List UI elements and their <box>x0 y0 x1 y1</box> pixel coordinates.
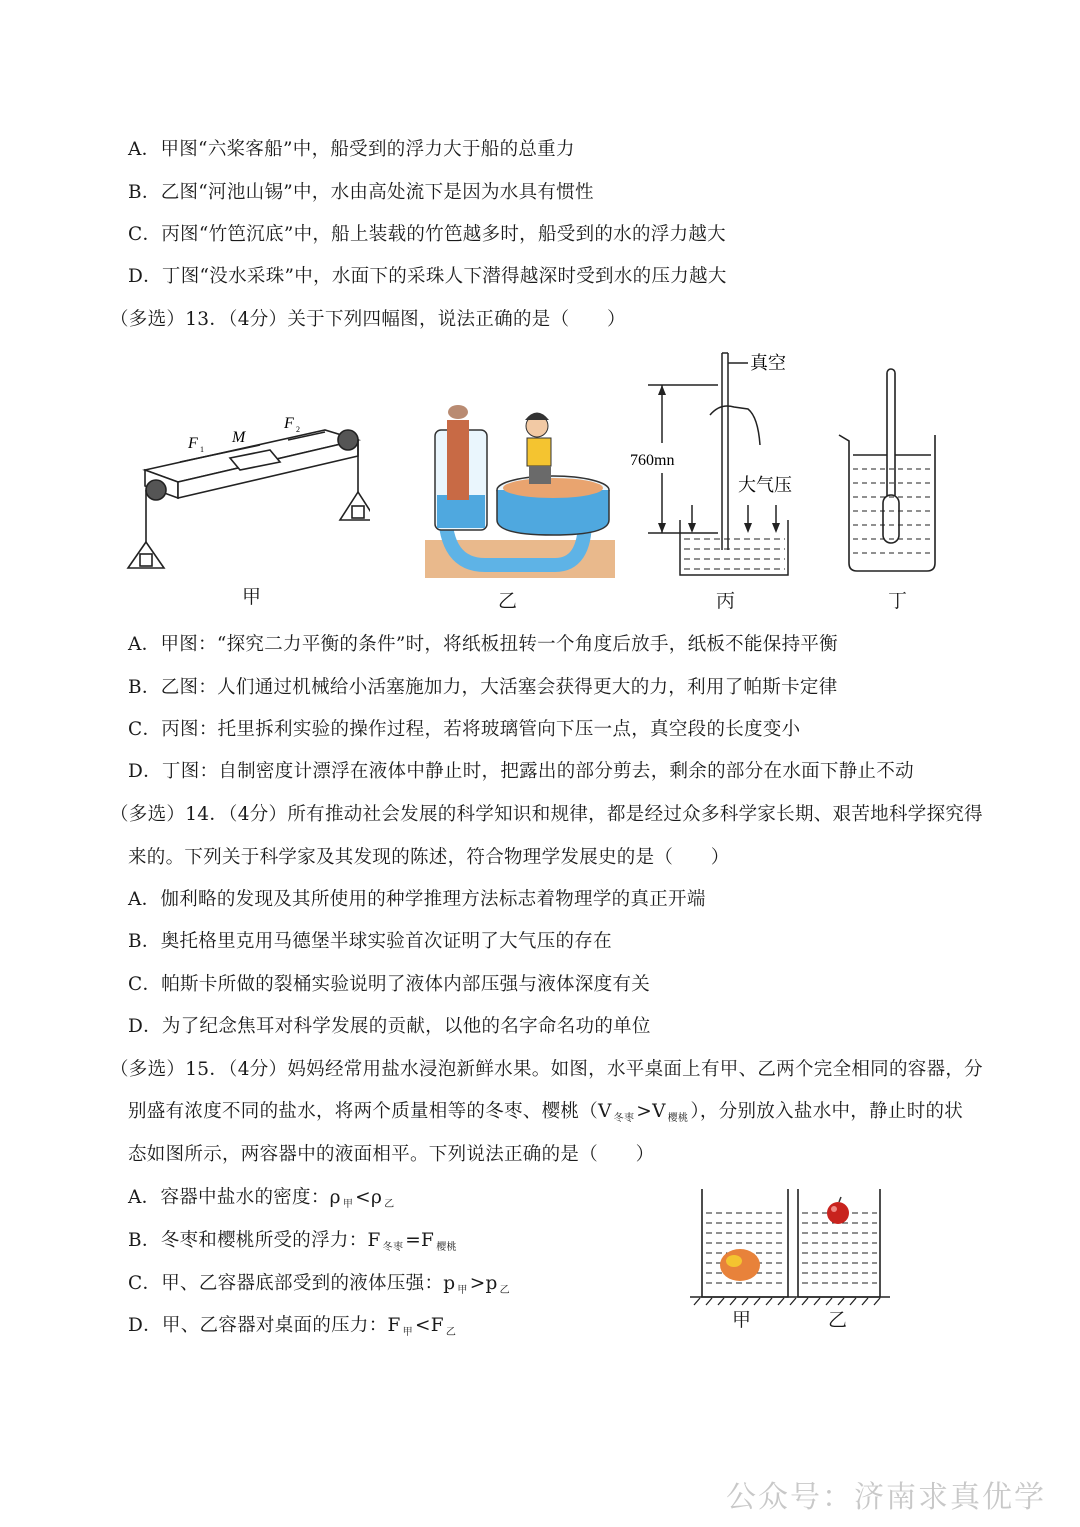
q15-option-d: D．甲、乙容器对桌面的压力：F $_甲$ <F $_乙$ <box>128 1315 457 1338</box>
svg-text:2: 2 <box>296 425 300 434</box>
watermark: 公众号：济南求真优学 <box>726 1480 1046 1515</box>
svg-text:M: M <box>232 429 246 446</box>
q13-figure-ding <box>835 365 945 575</box>
q14-option-c: C．帕斯卡所做的裂桶实验说明了液体内部压强与液体深度有关 <box>128 974 651 995</box>
svg-text:真空: 真空 <box>750 353 786 374</box>
q14-option-a: A．伽利略的发现及其所使用的种学推理方法标志着物理学的真正开端 <box>128 889 706 910</box>
q13-caption-yi: 乙 <box>498 590 518 612</box>
q13-option-b: B．乙图：人们通过机械给小活塞施加力，大活塞会获得更大的力，利用了帕斯卡定律 <box>128 677 838 698</box>
q13-figure-bing <box>630 345 810 580</box>
q15-option-c: C．甲、乙容器底部受到的液体压强：p $_甲$ >p $_乙$ <box>128 1273 510 1296</box>
q15-option-b: B．冬枣和樱桃所受的浮力：F $_{冬枣}$ =F $_{樱桃}$ <box>128 1230 457 1253</box>
q13-caption-ding: 丁 <box>888 590 908 612</box>
q12-option-b: B．乙图“河池山锡”中，水由高处流下是因为水具有惯性 <box>128 182 594 203</box>
svg-text:F: F <box>284 415 294 432</box>
q15-stem-line3: 态如图所示，两容器中的液面相平。下列说法正确的是（ ） <box>128 1144 655 1165</box>
q15-stem-line2: 别盛有浓度不同的盐水，将两个质量相等的冬枣、樱桃（V $_{冬枣}$ >V $_{樱桃}$ ），分别放入盐水中，静止时的状 <box>128 1101 964 1124</box>
q13-figure-yi <box>425 400 615 580</box>
svg-text:1: 1 <box>200 445 204 454</box>
q14-option-b: B．奥托格里克用马德堡半球实验首次证明了大气压的存在 <box>128 931 612 952</box>
q12-option-c: C．丙图“竹笆沉底”中，船上装载的竹笆越多时，船受到的水的浮力越大 <box>128 224 726 245</box>
q15-caption-jia: 甲 <box>732 1309 752 1331</box>
q13-caption-jia: 甲 <box>242 586 262 608</box>
q15-option-a: A．容器中盐水的密度：ρ $_甲$ <ρ $_乙$ <box>128 1187 395 1210</box>
q12-option-d: D．丁图“没水采珠”中，水面下的采珠人下潜得越深时受到水的压力越大 <box>128 266 727 287</box>
q12-option-a: A．甲图“六桨客船”中，船受到的浮力大于船的总重力 <box>128 139 575 160</box>
svg-text:F: F <box>188 435 198 452</box>
q13-caption-bing: 丙 <box>716 590 736 612</box>
svg-text:大气压: 大气压 <box>738 475 792 496</box>
q15-stem-line1: （多选）15．（4分）妈妈经常用盐水浸泡新鲜水果。如图，水平桌面上有甲、乙两个完全相同的容器，分 <box>110 1059 983 1080</box>
q13-option-a: A．甲图：“探究二力平衡的条件”时，将纸板扭转一个角度后放手，纸板不能保持平衡 <box>128 634 838 655</box>
svg-text:760mn: 760mn <box>630 452 675 469</box>
q15-figure-containers <box>690 1185 890 1310</box>
q14-option-d: D．为了纪念焦耳对科学发展的贡献，以他的名字命名功的单位 <box>128 1016 651 1037</box>
q14-stem-line2: 来的。下列关于科学家及其发现的陈述，符合物理学发展史的是（ ） <box>128 847 730 868</box>
q14-stem-line1: （多选）14．（4分）所有推动社会发展的科学知识和规律，都是经过众多科学家长期、艰苦地科学探究得 <box>110 804 983 825</box>
q15-caption-yi: 乙 <box>828 1309 848 1331</box>
q13-stem: （多选）13．（4分）关于下列四幅图，说法正确的是（ ） <box>110 309 626 330</box>
q13-option-c: C．丙图：托里拆利实验的操作过程，若将玻璃管向下压一点，真空段的长度变小 <box>128 719 801 740</box>
q13-figure-jia <box>120 400 370 580</box>
q13-option-d: D．丁图：自制密度计漂浮在液体中静止时，把露出的部分剪去，剩余的部分在水面下静止不动 <box>128 761 914 782</box>
